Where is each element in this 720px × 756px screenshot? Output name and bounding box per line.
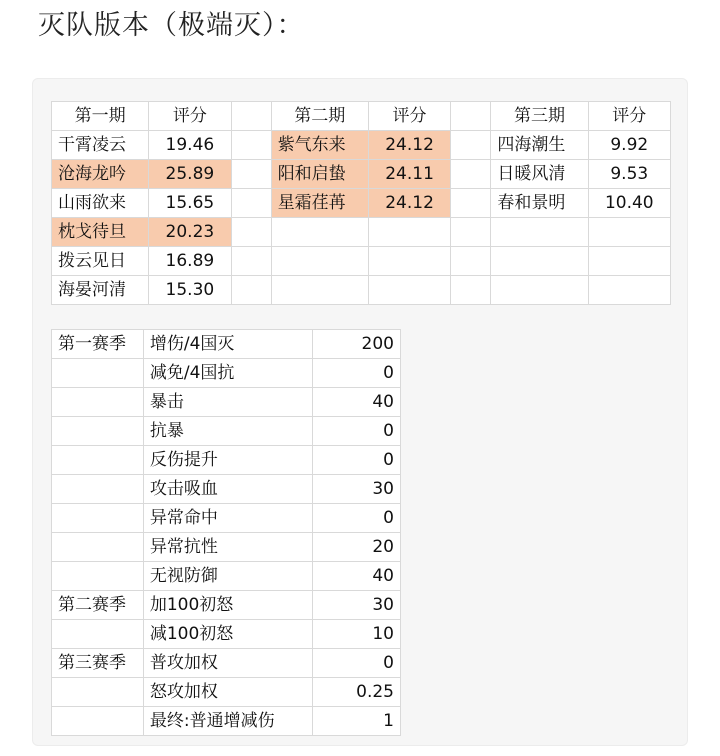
table-row	[52, 417, 401, 446]
cell	[491, 218, 588, 247]
table-row	[52, 359, 401, 388]
cell	[231, 160, 271, 189]
attribute-value: 40	[313, 562, 401, 591]
season-label	[52, 446, 144, 475]
table-row	[52, 678, 401, 707]
attribute-value: 30	[313, 475, 401, 504]
attribute-value: 0	[313, 504, 401, 533]
cell: 日暖风清	[491, 160, 588, 189]
attribute-value: 30	[313, 591, 401, 620]
attribute-name: 增伤/4国灭	[143, 330, 313, 359]
header-cell: 评分	[149, 102, 231, 131]
attribute-value: 1	[313, 707, 401, 736]
cell-highlighted: 沧海龙吟	[52, 160, 149, 189]
attribute-value: 0	[313, 417, 401, 446]
table-row	[52, 189, 671, 218]
cell	[451, 247, 491, 276]
table-row	[52, 388, 401, 417]
cell: 9.53	[588, 160, 670, 189]
season-label	[52, 707, 144, 736]
cell: 海晏河清	[52, 276, 149, 305]
header-cell	[231, 102, 271, 131]
table-row	[52, 218, 671, 247]
attribute-name: 暴击	[143, 388, 313, 417]
attribute-name: 异常命中	[143, 504, 313, 533]
attribute-value: 0	[313, 446, 401, 475]
attribute-value: 0	[313, 359, 401, 388]
cell	[451, 189, 491, 218]
cell	[271, 218, 368, 247]
cell	[588, 218, 670, 247]
table-row	[52, 707, 401, 736]
cell	[231, 247, 271, 276]
cell	[231, 218, 271, 247]
header-cell: 第三期	[491, 102, 588, 131]
attribute-value: 200	[313, 330, 401, 359]
cell	[451, 218, 491, 247]
cell: 16.89	[149, 247, 231, 276]
cell-highlighted: 24.12	[368, 189, 450, 218]
attribute-value: 40	[313, 388, 401, 417]
cell: 9.92	[588, 131, 670, 160]
cell: 10.40	[588, 189, 670, 218]
season-label	[52, 620, 144, 649]
table-row	[52, 504, 401, 533]
cell-highlighted: 星霜荏苒	[271, 189, 368, 218]
ratings-sheet	[51, 101, 671, 305]
season-label	[52, 504, 144, 533]
ratings-header-row	[52, 102, 671, 131]
table-row	[52, 562, 401, 591]
season-label	[52, 562, 144, 591]
table-row	[52, 591, 401, 620]
attribute-name: 攻击吸血	[143, 475, 313, 504]
cell: 干霄凌云	[52, 131, 149, 160]
cell: 春和景明	[491, 189, 588, 218]
cell	[368, 218, 450, 247]
table-row	[52, 649, 401, 678]
attribute-name: 无视防御	[143, 562, 313, 591]
cell	[451, 276, 491, 305]
cell-highlighted: 24.12	[368, 131, 450, 160]
seasons-sheet	[51, 329, 401, 736]
season-label	[52, 678, 144, 707]
header-cell: 第一期	[52, 102, 149, 131]
cell-highlighted: 阳和启蛰	[271, 160, 368, 189]
season-label: 第一赛季	[52, 330, 144, 359]
header-cell: 评分	[368, 102, 450, 131]
season-label	[52, 359, 144, 388]
cell-highlighted: 枕戈待旦	[52, 218, 149, 247]
table-row	[52, 247, 671, 276]
cell	[588, 247, 670, 276]
cell	[368, 276, 450, 305]
cell	[451, 131, 491, 160]
cell: 15.65	[149, 189, 231, 218]
cell-highlighted: 24.11	[368, 160, 450, 189]
attribute-name: 怒攻加权	[143, 678, 313, 707]
attribute-name: 反伤提升	[143, 446, 313, 475]
cell	[271, 247, 368, 276]
attribute-name: 抗暴	[143, 417, 313, 446]
cell: 山雨欲来	[52, 189, 149, 218]
table-row	[52, 160, 671, 189]
cell: 四海潮生	[491, 131, 588, 160]
attribute-name: 加100初怒	[143, 591, 313, 620]
table-row	[52, 475, 401, 504]
season-label	[52, 417, 144, 446]
cell	[271, 276, 368, 305]
season-label	[52, 388, 144, 417]
table-row	[52, 330, 401, 359]
table-row	[52, 131, 671, 160]
ratings-table	[51, 101, 671, 305]
cell	[231, 131, 271, 160]
image-card	[32, 78, 688, 746]
cell-highlighted: 20.23	[149, 218, 231, 247]
season-label: 第三赛季	[52, 649, 144, 678]
table-row	[52, 533, 401, 562]
attribute-name: 普攻加权	[143, 649, 313, 678]
cell	[491, 276, 588, 305]
seasons-table	[51, 329, 401, 736]
cell: 15.30	[149, 276, 231, 305]
header-cell	[451, 102, 491, 131]
cell	[451, 160, 491, 189]
attribute-name: 异常抗性	[143, 533, 313, 562]
header-cell: 第二期	[271, 102, 368, 131]
attribute-value: 20	[313, 533, 401, 562]
cell-highlighted: 紫气东来	[271, 131, 368, 160]
cell: 19.46	[149, 131, 231, 160]
attribute-name: 减100初怒	[143, 620, 313, 649]
attribute-value: 0	[313, 649, 401, 678]
cell	[588, 276, 670, 305]
attribute-name: 最终:普通增减伤	[143, 707, 313, 736]
header-cell: 评分	[588, 102, 670, 131]
attribute-value: 10	[313, 620, 401, 649]
table-row	[52, 276, 671, 305]
attribute-value: 0.25	[313, 678, 401, 707]
season-label	[52, 475, 144, 504]
cell	[231, 189, 271, 218]
attribute-name: 减免/4国抗	[143, 359, 313, 388]
cell	[231, 276, 271, 305]
cell-highlighted: 25.89	[149, 160, 231, 189]
table-row	[52, 446, 401, 475]
cell: 拨云见日	[52, 247, 149, 276]
season-label: 第二赛季	[52, 591, 144, 620]
page-heading: 灭队版本（极端灭）：	[38, 10, 305, 41]
table-row	[52, 620, 401, 649]
cell	[368, 247, 450, 276]
season-label	[52, 533, 144, 562]
cell	[491, 247, 588, 276]
